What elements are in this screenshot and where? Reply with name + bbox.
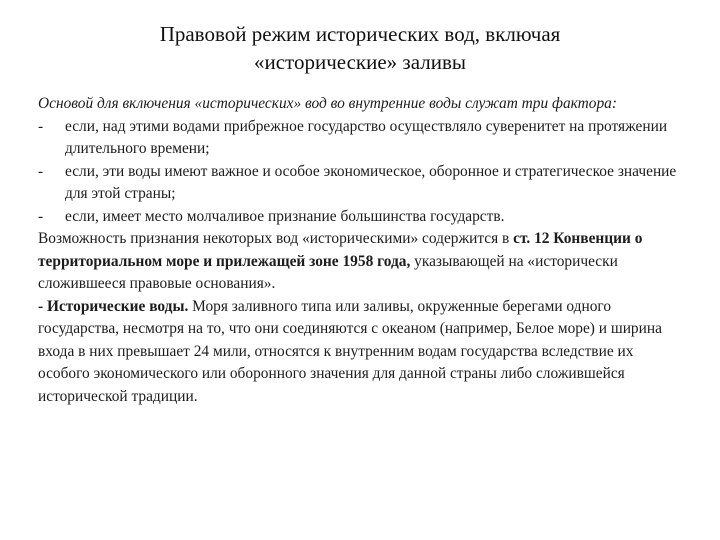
bullet-text: если, эти воды имеют важное и особое экономическое, оборонное и стратегическое значение для этой страны;: [65, 162, 677, 202]
slide-body: [38, 93, 688, 408]
convention-paragraph: [38, 228, 688, 296]
slide-title: [40, 20, 680, 76]
title-line-2: «исторические» заливы: [254, 50, 466, 74]
bullet-item: [38, 161, 688, 206]
bullet-text: если, имеет место молчаливое признание большинства государств.: [65, 207, 505, 225]
bullet-dash: -: [38, 117, 44, 135]
historic-waters-text: Моря заливного типа или заливы, окруженные берегами одного государства, несмотря на то, что они соединяются с океаном (например, Белое море) и ширина входа в них превышает 24 мили, относятся к внутренним водам государства вследствие их особого экономического или оборонного значения для данной страны либо сложившейся исторической традиции.: [38, 297, 662, 405]
historic-waters-heading: - Исторические воды.: [38, 297, 189, 315]
bullet-dash: -: [38, 162, 44, 180]
convention-reference: ст. 12 Конвенции о территориальном море и прилежащей зоне 1958 года,: [38, 230, 643, 270]
bullet-item: [38, 206, 688, 229]
title-line-1: Правовой режим исторических вод, включая: [159, 22, 561, 46]
intro-text: Основой для включения «исторических» вод во внутренние воды служат три фактора:: [38, 95, 617, 112]
convention-text-before: Возможность признания некоторых вод «историческими» содержится в: [38, 230, 514, 247]
bullet-dash: -: [38, 207, 44, 225]
convention-text-after: указывающей на «исторически сложившееся правовые основания».: [38, 252, 618, 292]
bullet-item: [38, 116, 688, 161]
bullet-text: если, над этими водами прибрежное государство осуществляло суверенитет на протяжении длительного времени;: [65, 117, 668, 157]
historic-waters-paragraph: [38, 296, 688, 409]
